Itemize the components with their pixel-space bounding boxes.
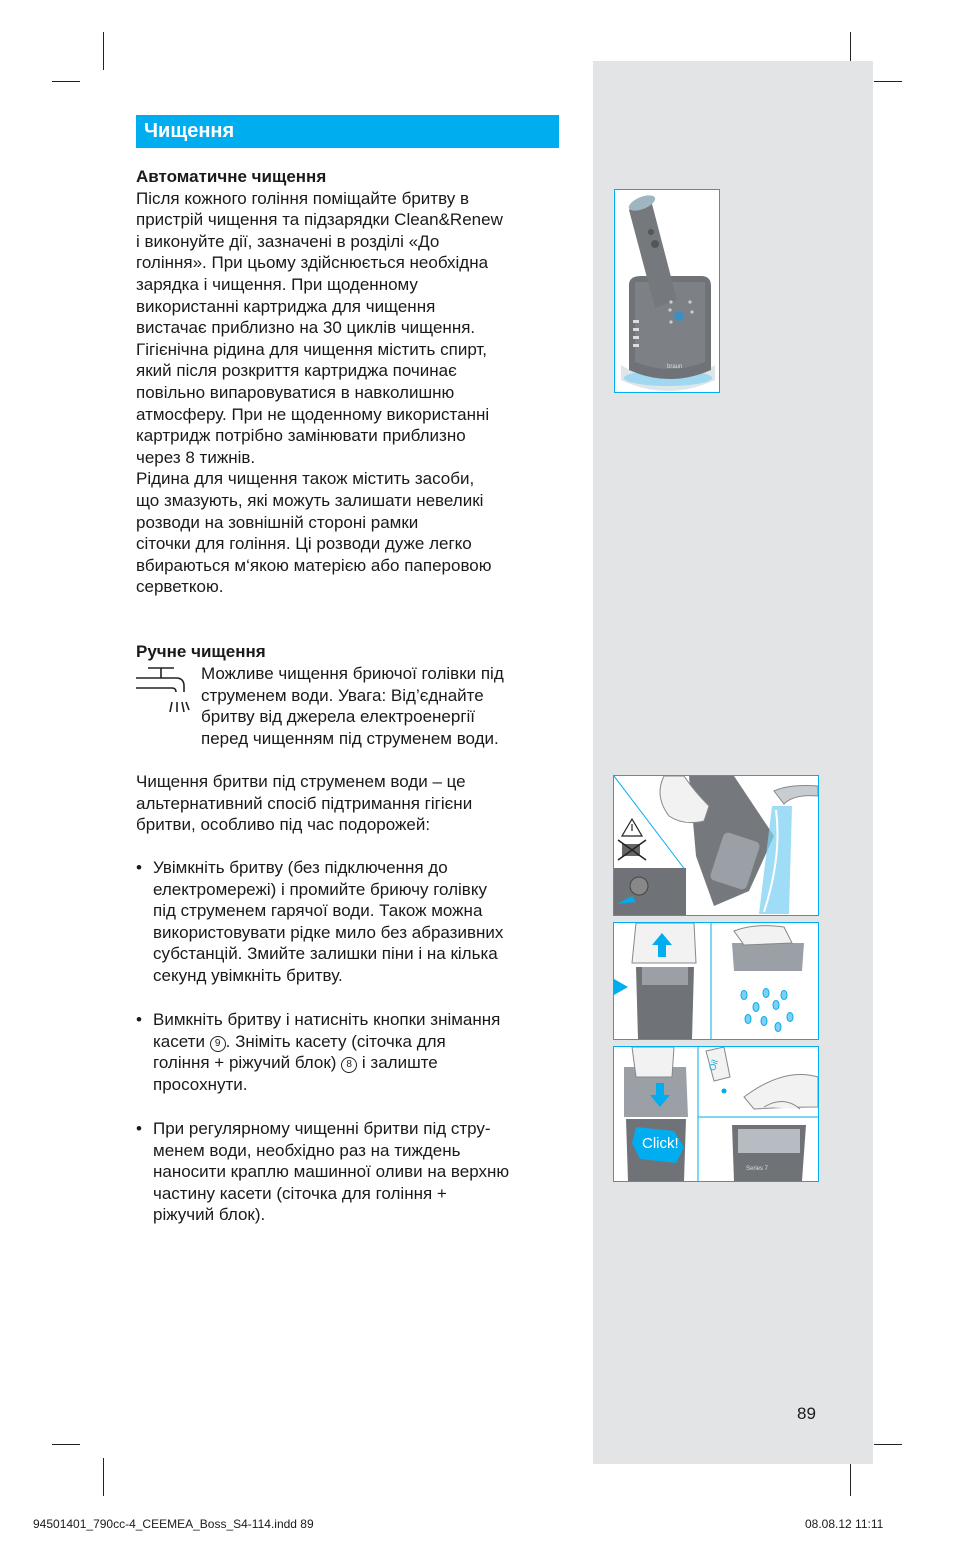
clean-station-figure [614, 189, 720, 393]
bullet-text: . Зніміть касету (сіточка для [225, 1031, 446, 1051]
no-plug-icon [618, 840, 646, 860]
series-label: Series 7 [746, 1166, 769, 1172]
bullet-line: менем води, необхідно раз на тиждень [153, 1140, 461, 1160]
auto-line: пристрій чищення та підзарядки Clean&Renew [136, 210, 503, 230]
auto-line: повільно випаровуватися в навколишню [136, 382, 455, 402]
bullet-item [136, 1009, 576, 1095]
bullet-line: Вимкніть бритву і натисніть кнопки знімання [153, 1010, 501, 1029]
manual-icon-line: Можливе чищення бриючої голівки під [201, 664, 504, 683]
bullet-item [136, 1118, 576, 1226]
auto-cleaning-section [136, 166, 566, 598]
tap-water-icon [136, 664, 190, 716]
rinse-illustration [614, 776, 818, 915]
remove-cassette-figure [613, 922, 819, 1040]
water-drops-icon [741, 989, 793, 1032]
part-number-8: 8 [341, 1057, 357, 1073]
auto-line: Рідина для чищення також містить засоби, [136, 469, 475, 489]
bullet-line: електромережі) і промийте бриючу голівку [153, 879, 487, 899]
footer-file-info: 94501401_790cc-4_CEEMEA_Boss_S4-114.indd 89 [33, 1517, 314, 1531]
crop-mark [52, 81, 80, 82]
bullet-text: касети [153, 1031, 210, 1051]
auto-line: серветкою. [136, 577, 224, 597]
auto-line: використанні картриджа для чищення [136, 296, 436, 316]
auto-line: що змазують, які можуть залишати невеликі [136, 490, 484, 510]
auto-line: гоління». При цьому здійснюється необхідна [136, 253, 489, 273]
auto-line: і виконуйте дії, зазначені в розділі «До [136, 231, 440, 251]
bullet-dot: • [136, 1010, 142, 1029]
auto-line: через 8 тижнів. [136, 447, 256, 467]
section-title: Чищення [136, 115, 559, 148]
manual-cleaning-heading: Ручне чищення [136, 642, 266, 661]
auto-line: картридж потрібно замінювати приблизно [136, 426, 466, 446]
warning-icon [622, 819, 642, 836]
manual-paragraph [136, 771, 566, 836]
bullet-line: субстанцій. Змийте залишки піни і на кілька [153, 944, 498, 964]
oil-click-figure [613, 1046, 819, 1182]
manual-para-line: бритви, особливо під час подорожей: [136, 815, 431, 835]
auto-line: який після розкриття картриджа починає [136, 361, 457, 381]
page-number: 89 [797, 1404, 816, 1423]
auto-line: Після кожного гоління поміщайте бритву в [136, 188, 469, 208]
manual-icon-line: струменем води. Увага: Від’єднайте [201, 685, 484, 705]
bullet-line: під струменем гарячої води. Також можна [153, 901, 483, 921]
auto-line: атмосферу. При не щоденному використанні [136, 404, 490, 424]
bullet-line: секунд увімкніть бритву. [153, 965, 343, 985]
bullet-line: ріжучий блок). [153, 1205, 266, 1225]
auto-line: сіточки для гоління. Ці розводи дуже легко [136, 534, 472, 554]
part-number-9: 9 [210, 1036, 226, 1052]
bullet-line: просохнути. [153, 1074, 248, 1094]
crop-mark [874, 1444, 902, 1445]
rinse-figure [613, 775, 819, 916]
oil-click-illustration [614, 1047, 818, 1181]
auto-line: Гігієнічна рідина для чищення містить спирт, [136, 339, 488, 359]
bullet-line: частину касети (сіточка для гоління + [153, 1183, 447, 1203]
auto-line: вистачає приблизно на 30 циклів чищення. [136, 318, 476, 338]
station-brand: braun [667, 364, 683, 370]
bullet-text: і залиште [357, 1053, 438, 1073]
bullet-text: гоління + ріжучий блок) [153, 1053, 342, 1073]
crop-mark [103, 32, 104, 70]
crop-mark [52, 1444, 80, 1445]
bullet-line [153, 1031, 576, 1053]
auto-cleaning-heading: Автоматичне чищення [136, 167, 327, 186]
auto-line: вбираються м‘якою матерією або паперовою [136, 555, 492, 575]
oil-label: Oil [707, 1058, 720, 1073]
bullet-dot: • [136, 1119, 142, 1138]
manual-icon-line: бритву від джерела електроенергії [201, 707, 476, 727]
click-label: Click! [642, 1135, 679, 1152]
bullet-item [136, 857, 576, 987]
manual-icon-line: перед чищенням під струменем води. [201, 728, 499, 748]
auto-line: зарядка і чищення. При щоденному [136, 274, 418, 294]
crop-mark [874, 81, 902, 82]
footer-date: 08.08.12 11:11 [805, 1517, 884, 1531]
bullet-line: використовувати рідке мило без абразивних [153, 922, 504, 942]
manual-icon-text [201, 663, 571, 749]
bullet-line [153, 1052, 576, 1074]
remove-cassette-illustration [614, 923, 818, 1039]
crop-mark [103, 1458, 104, 1496]
auto-line: розводи на зовнішній стороні рамки [136, 512, 419, 532]
bullet-line: Увімкніть бритву (без підключення до [153, 858, 448, 877]
bullet-line: При регулярному чищенні бритви під стру- [153, 1119, 491, 1138]
clean-station-illustration [615, 190, 719, 392]
manual-para-line: Чищення бритви під струменем води – це [136, 772, 466, 791]
manual-para-line: альтернативний спосіб підтримання гігієни [136, 793, 473, 813]
bullet-line: наносити краплю машинної оливи на верхню [153, 1162, 510, 1182]
bullet-dot: • [136, 858, 142, 877]
